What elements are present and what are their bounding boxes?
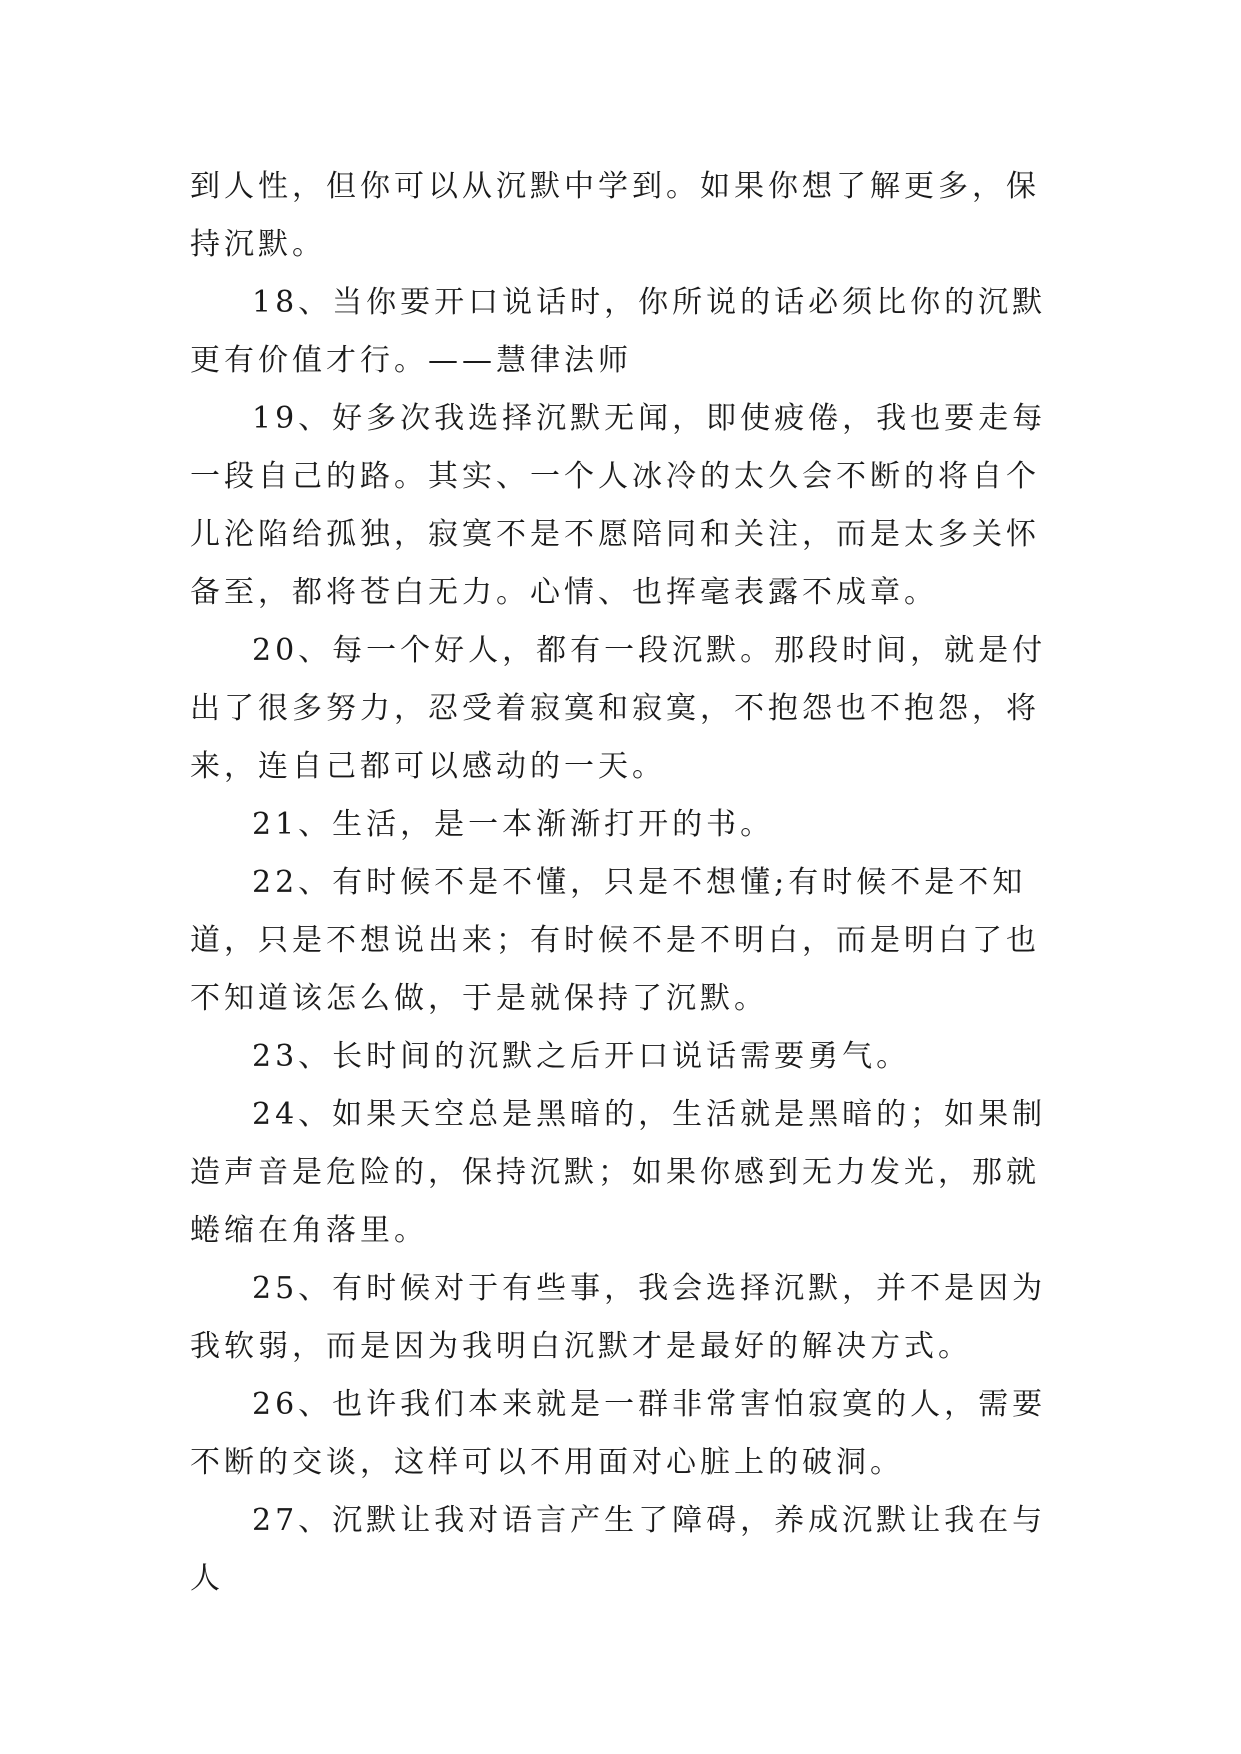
paragraph-quote-21: 21、生活，是一本渐渐打开的书。	[252, 807, 775, 842]
paragraph-quote-18: 18、当你要开口说话时，你所说的话必须比你的沉默更有价值才行。——慧律法师	[190, 285, 1047, 378]
paragraph-quote-27: 27、沉默让我对语言产生了障碍，养成沉默让我在与人	[190, 1503, 1047, 1596]
document-body	[190, 158, 1070, 1608]
paragraph-quote-26: 26、也许我们本来就是一群非常害怕寂寞的人，需要不断的交谈，这样可以不用面对心脏上的破洞。	[190, 1387, 1047, 1480]
paragraph-continuation: 到人性，但你可以从沉默中学到。如果你想了解更多，保持沉默。	[190, 169, 1040, 262]
paragraph-quote-22: 22、有时候不是不懂，只是不想懂;有时候不是不知道，只是不想说出来；有时候不是不明白，而是明白了也不知道该怎么做，于是就保持了沉默。	[190, 865, 1040, 1016]
paragraph-quote-20: 20、每一个好人，都有一段沉默。那段时间，就是付出了很多努力，忍受着寂寞和寂寞，不抱怨也不抱怨，将来，连自己都可以感动的一天。	[190, 633, 1047, 784]
paragraph-quote-19: 19、好多次我选择沉默无闻，即使疲倦，我也要走每一段自己的路。其实、一个人冰冷的太久会不断的将自个儿沦陷给孤独，寂寞不是不愿陪同和关注，而是太多关怀备至，都将苍白无力。心情、也挥毫表露不成章。	[190, 401, 1047, 610]
paragraph-quote-23: 23、长时间的沉默之后开口说话需要勇气。	[252, 1039, 911, 1074]
paragraph-quote-24: 24、如果天空总是黑暗的，生活就是黑暗的；如果制造声音是危险的，保持沉默；如果你感到无力发光，那就蜷缩在角落里。	[190, 1097, 1047, 1248]
paragraph-quote-25: 25、有时候对于有些事，我会选择沉默，并不是因为我软弱，而是因为我明白沉默才是最好的解决方式。	[190, 1271, 1047, 1364]
